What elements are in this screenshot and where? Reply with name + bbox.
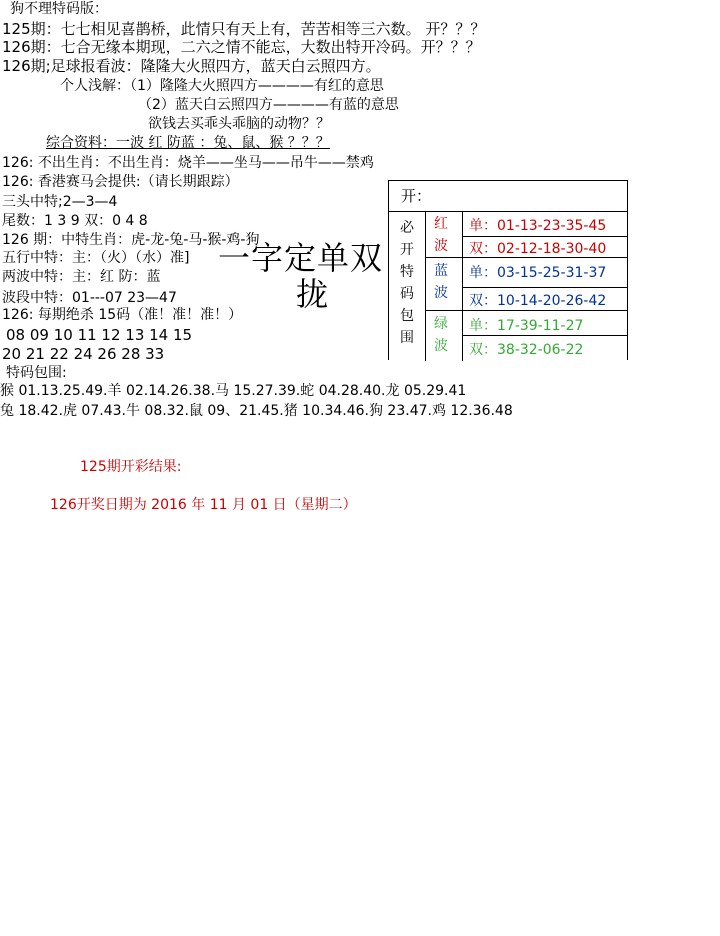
wuxing-special: 五行中特：主：（火）（水）准] (2, 250, 190, 266)
two-wave-special: 两波中特：主：红 防：蓝 (2, 269, 161, 285)
line-126-a: 126期：七合无缘本期现，二六之情不能忘，大数出特开冷码。开？？？ (2, 38, 481, 56)
wave-blue-cell (426, 258, 463, 311)
zodiac-list-2: 兔 18.42.虎 07.43.牛 08.32.鼠 09、21.45.猪 10.34.46.狗 23.47.鸡 12.36.48 (0, 403, 513, 419)
combined-info: 综合资料：一波 红 防蓝 ：兔、鼠、猴 ？？？ (46, 135, 330, 151)
red-double-text: 双：02-12-18-30-40 (469, 241, 607, 257)
riddle-line: 欲钱去买乖头乖脑的动物？？ (148, 116, 330, 132)
doc-title: 狗不理特码版： (10, 1, 108, 17)
blue-double-text: 双：10-14-20-26-42 (469, 293, 607, 309)
hk-jockey-line: 126: 香港赛马会提供:（请长期跟踪） (2, 174, 239, 190)
overlay-headline: 一字定单双 (218, 239, 384, 277)
zodiac-list-1: 猴 01.13.25.49.羊 02.14.26.38.马 15.27.39.蛇 04.28.40.龙 05.29.41 (0, 383, 467, 399)
line-125: 125期：七七相见喜鹊桥，此情只有天上有，苦苦相等三六数。 开？？？ (2, 20, 486, 38)
wave-green-cell (426, 311, 463, 361)
red-single-text: 单：01-13-23-35-45 (469, 218, 607, 234)
special-surround-label: 特码包围: (6, 365, 67, 381)
red-row-single (463, 211, 627, 237)
green-row-single (463, 311, 627, 336)
kill-numbers-2: 20 21 22 24 26 28 33 (2, 345, 165, 363)
box-header-label: 开： (401, 187, 432, 205)
wave-blue-label: 蓝波 (434, 263, 448, 301)
personal-note-1: 个人浅解：（1）隆隆大火照四方————有红的意思 (60, 78, 384, 94)
line-126-b: 126期;足球报看波：隆隆大火照四方，蓝天白云照四方。 (2, 57, 381, 75)
box-vertical-label: 必开特码包围 (400, 220, 414, 346)
not-out-zodiac: 126: 不出生肖：不出生肖：烧羊——坐马——吊牛——禁鸡 (2, 155, 374, 171)
green-single-text: 单：17-39-11-27 (469, 318, 584, 334)
wave-red-cell (426, 211, 463, 258)
zodiac-special: 126 期：中特生肖：虎-龙-兔-马-猴-鸡-狗 (2, 232, 260, 248)
blue-row-double (463, 288, 627, 311)
green-double-text: 双：38-32-06-22 (469, 342, 584, 358)
kill-15: 126: 每期绝杀 15码（准！准！准！） (2, 307, 243, 323)
blue-single-text: 单：03-15-25-31-37 (469, 265, 607, 281)
three-heads: 三头中特;2—3—4 (2, 194, 118, 210)
draw-date: 126开奖日期为 2016 年 11 月 01 日（星期二） (50, 497, 357, 513)
kill-numbers-1: 08 09 10 11 12 13 14 15 (6, 326, 193, 344)
wave-section: 波段中特：01---07 23—47 (2, 290, 177, 306)
wave-green-label: 绿波 (434, 316, 448, 354)
blue-row-single (463, 258, 627, 288)
box-vertical-col (389, 211, 426, 361)
red-row-double (463, 236, 627, 258)
personal-note-2: （2）蓝天白云照四方————有蓝的意思 (138, 97, 399, 113)
box-header (389, 181, 627, 212)
tail-numbers: 尾数：1 3 9 双：0 4 8 (2, 213, 148, 229)
special-code-box (388, 180, 628, 360)
overlay-headline-2: 拢 (296, 275, 329, 313)
green-row-double (463, 336, 627, 361)
result-125: 125期开彩结果: (80, 459, 182, 475)
wave-red-label: 红波 (434, 216, 448, 254)
